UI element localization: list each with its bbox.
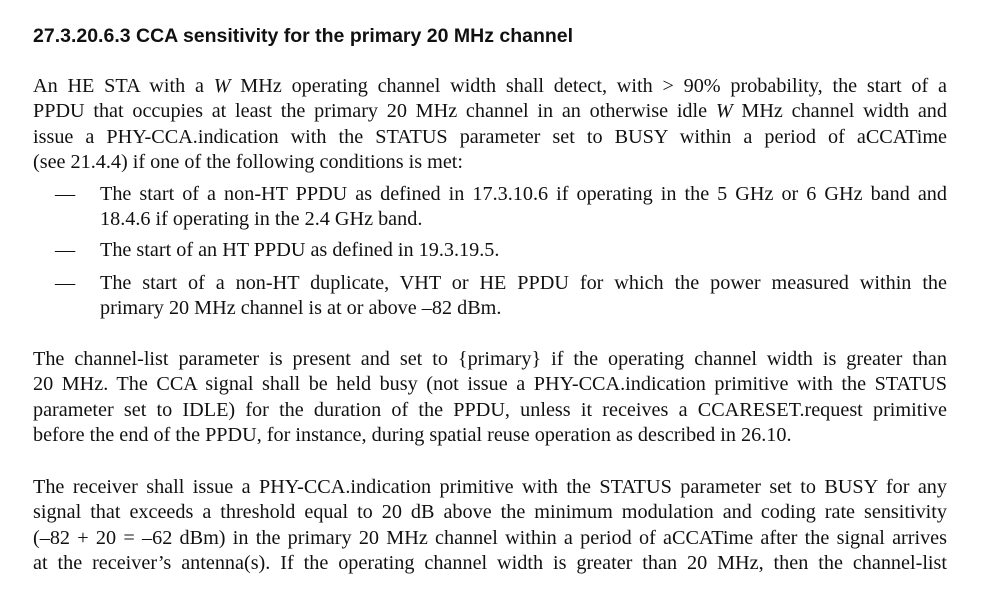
- paragraph-receiver-threshold: [33, 475, 947, 577]
- dash-marker: —: [55, 239, 76, 261]
- dash-marker: —: [55, 183, 76, 205]
- list-item-line: The start of an HT PPDU as defined in 19.3.19.5.: [100, 239, 500, 261]
- paragraph-line: [33, 99, 947, 124]
- dash-marker: —: [55, 272, 76, 294]
- paragraph-channel-list: [33, 347, 947, 449]
- paragraph-line: The receiver shall issue a PHY-CCA.indication primitive with the STATUS parameter set to BUSY for any: [33, 476, 947, 498]
- list-item-line: primary 20 MHz channel is at or above –82 dBm.: [100, 297, 502, 320]
- paragraph-line: at the receiver’s antenna(s). If the operating channel width is greater than 20 MHz, then the channel-list: [33, 552, 947, 575]
- paragraph-line: parameter set to IDLE) for the duration of the PPDU, unless it receives a CCARESET.request primitive: [33, 398, 947, 421]
- list-item-text: [100, 182, 947, 233]
- list-item-line: The start of a non-HT PPDU as defined in 17.3.10.6 if operating in the 5 GHz or 6 GHz band and: [100, 183, 947, 205]
- paragraph-line: [33, 74, 947, 99]
- paragraph-line: The channel-list parameter is present and set to {primary} if the operating channel width is greater than: [33, 348, 947, 370]
- text-run: MHz operating channel width shall detect, with > 90% probability, the start of a: [230, 75, 947, 97]
- paragraph-line: 20 MHz. The CCA signal shall be held busy (not issue a PHY-CCA.indication primitive with the STATUS: [33, 373, 947, 396]
- paragraph-line: (see 21.4.4) if one of the following conditions is met:: [33, 151, 464, 174]
- list-item-text: [100, 238, 947, 263]
- list-item-text: [100, 271, 947, 322]
- variable-w: W: [715, 100, 733, 123]
- text-run: PPDU that occupies at least the primary 20 MHz channel in an otherwise idle: [33, 100, 716, 123]
- list-item-line: The start of a non-HT duplicate, VHT or HE PPDU for which the power measured within the: [100, 272, 947, 294]
- variable-w: W: [213, 75, 231, 97]
- list-item-line: 18.4.6 if operating in the 2.4 GHz band.: [100, 208, 423, 231]
- paragraph-cca-detection: [33, 74, 947, 176]
- section-heading: 27.3.20.6.3 CCA sensitivity for the primary 20 MHz channel: [33, 25, 574, 47]
- paragraph-line: before the end of the PPDU, for instance, during spatial reuse operation as described in 26.10.: [33, 424, 792, 447]
- text-run: MHz channel width and: [732, 100, 947, 123]
- paragraph-line: issue a PHY-CCA.indication with the STATUS parameter set to BUSY within a period of aCCATime: [33, 125, 947, 148]
- paragraph-line: (–82 + 20 = –62 dBm) in the primary 20 MHz channel within a period of aCCATime after the signal arrives: [33, 526, 947, 549]
- paragraph-line: signal that exceeds a threshold equal to 20 dB above the minimum modulation and coding rate sensitivity: [33, 501, 947, 524]
- text-run: An HE STA with a: [33, 75, 214, 97]
